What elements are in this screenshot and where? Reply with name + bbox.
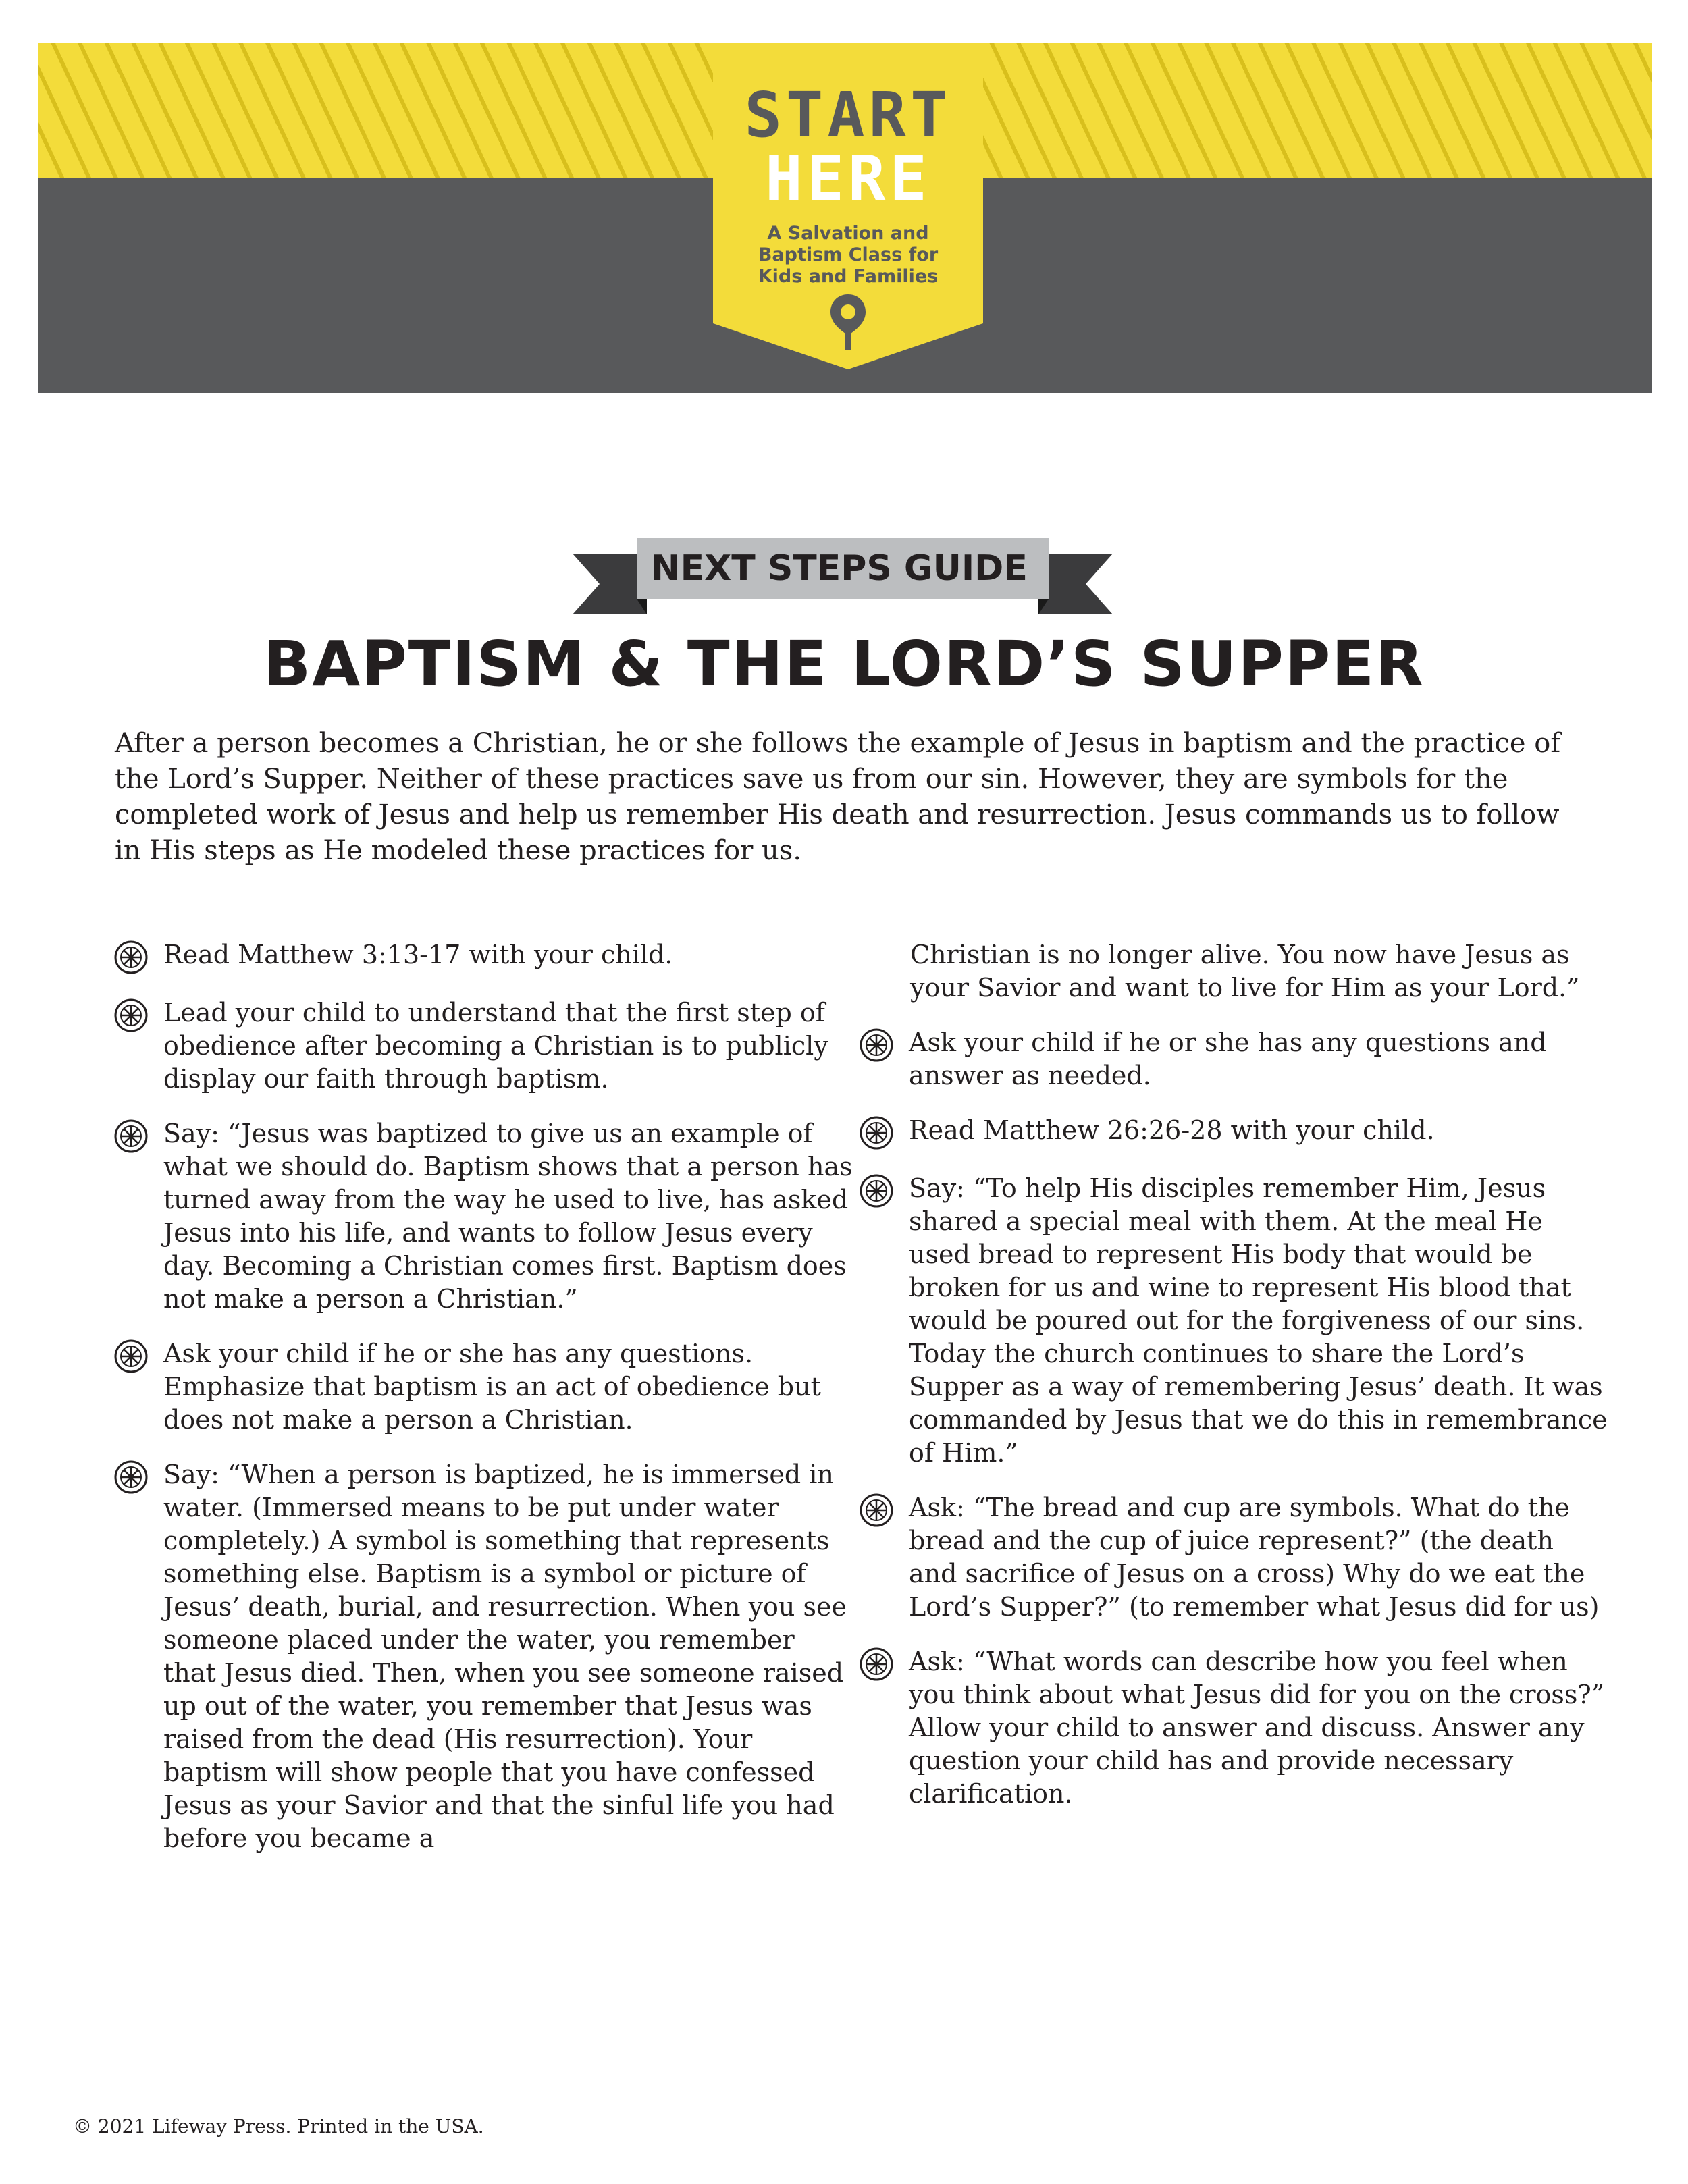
left-column bbox=[113, 938, 853, 1877]
step-text: Read Matthew 26:26-28 with your child. bbox=[909, 1115, 1435, 1145]
step-item bbox=[113, 1117, 853, 1316]
step-item bbox=[113, 1458, 853, 1855]
continued-text bbox=[859, 938, 1608, 1005]
wheel-bullet-icon bbox=[113, 1460, 149, 1495]
start-here-logo bbox=[713, 43, 983, 369]
step-text: Say: “When a person is baptized, he is immersed in water. (Immersed means to be put under water completely.) A symbol is something that represents something else. Baptism is a symbol or picture of Jesus’ death, burial, and resurrection. When you see someone placed under the water, you remember that Jesus died. Then, when you see someone raised up out of the water, you remember that Jesus was raised from the dead (His resurrection). Your baptism will show people that you have confessed Jesus as your Savior and that the sinful life you had before you became a bbox=[163, 1460, 847, 1853]
wheel-bullet-icon bbox=[859, 1493, 894, 1528]
header-banner bbox=[38, 43, 1652, 393]
wheel-bullet-icon bbox=[113, 940, 149, 975]
step-text: Ask: “What words can describe how you feel when you think about what Jesus did for you on the cross?” Allow your child to answer and discuss. Answer any question your child has and provide necessary clarification. bbox=[909, 1647, 1605, 1809]
step-text: Lead your child to understand that the first step of obedience after becoming a Christian is to publicly display our faith through baptism. bbox=[163, 998, 828, 1094]
step-item bbox=[113, 938, 853, 975]
step-text: Ask your child if he or she has any questions. Emphasize that baptism is an act of obedience but does not make a person a Christian. bbox=[163, 1339, 821, 1435]
step-item bbox=[859, 1114, 1608, 1150]
step-item bbox=[859, 1026, 1608, 1092]
step-item bbox=[859, 1172, 1608, 1470]
step-item bbox=[859, 1491, 1608, 1624]
step-item bbox=[113, 996, 853, 1096]
logo-start: START bbox=[744, 79, 952, 151]
right-column bbox=[859, 938, 1608, 1832]
copyright-footer: © 2021 Lifeway Press. Printed in the USA. bbox=[73, 2115, 484, 2137]
logo-here: HERE bbox=[765, 142, 931, 215]
wheel-bullet-icon bbox=[113, 998, 149, 1033]
step-text: Say: “To help His disciples remember Him, Jesus shared a special meal with them. At the meal He used bread to represent His body that would be broken for us and wine to represent His blood that would be poured out for the forgiveness of our sins. Today the church continues to share the Lord’s Supper as a way of remembering Jesus’ death. It was commanded by Jesus that we do this in remembrance of Him.” bbox=[909, 1173, 1608, 1468]
wheel-bullet-icon bbox=[859, 1173, 894, 1208]
step-text: Read Matthew 3:13-17 with your child. bbox=[163, 940, 673, 969]
wheel-bullet-icon bbox=[859, 1115, 894, 1150]
wheel-bullet-icon bbox=[113, 1339, 149, 1374]
step-item bbox=[859, 1645, 1608, 1811]
wheel-bullet-icon bbox=[113, 1119, 149, 1154]
continuation-text: Christian is no longer alive. You now have Jesus as your Savior and want to live for Him as your Lord.” bbox=[910, 940, 1580, 1003]
location-pin-icon bbox=[828, 292, 868, 352]
wheel-bullet-icon bbox=[859, 1647, 894, 1682]
next-steps-ribbon bbox=[573, 523, 1113, 618]
step-text: Say: “Jesus was baptized to give us an example of what we should do. Baptism shows that a person has turned away from the way he used to live, has asked Jesus into his life, and wants to follow Jesus every day. Becoming a Christian comes first. Baptism does not make a person a Christian.” bbox=[163, 1119, 853, 1314]
logo-subtitle: A Salvation and Baptism Class for Kids and Families bbox=[758, 223, 939, 287]
page-title: BAPTISM & THE LORD’S SUPPER bbox=[263, 628, 1425, 700]
step-text: Ask: “The bread and cup are symbols. What do the bread and the cup of juice represent?” (the death and sacrifice of Jesus on a cross) Why do we eat the Lord’s Supper?” (to remember what Jesus did for us) bbox=[909, 1493, 1600, 1622]
ribbon-label: NEXT STEPS GUIDE bbox=[651, 548, 1028, 589]
wheel-bullet-icon bbox=[859, 1028, 894, 1063]
step-text: Ask your child if he or she has any questions and answer as needed. bbox=[909, 1028, 1547, 1090]
step-item bbox=[113, 1337, 853, 1437]
intro-paragraph: After a person becomes a Christian, he or she follows the example of Jesus in baptism and the practice of the Lord’s Supper. Neither of these practices save us from our sin. However, they are symbols for the completed work of Jesus and help us remember His death and resurrection. Jesus commands us to follow in His steps as He modeled these practices for us. bbox=[115, 728, 1561, 866]
